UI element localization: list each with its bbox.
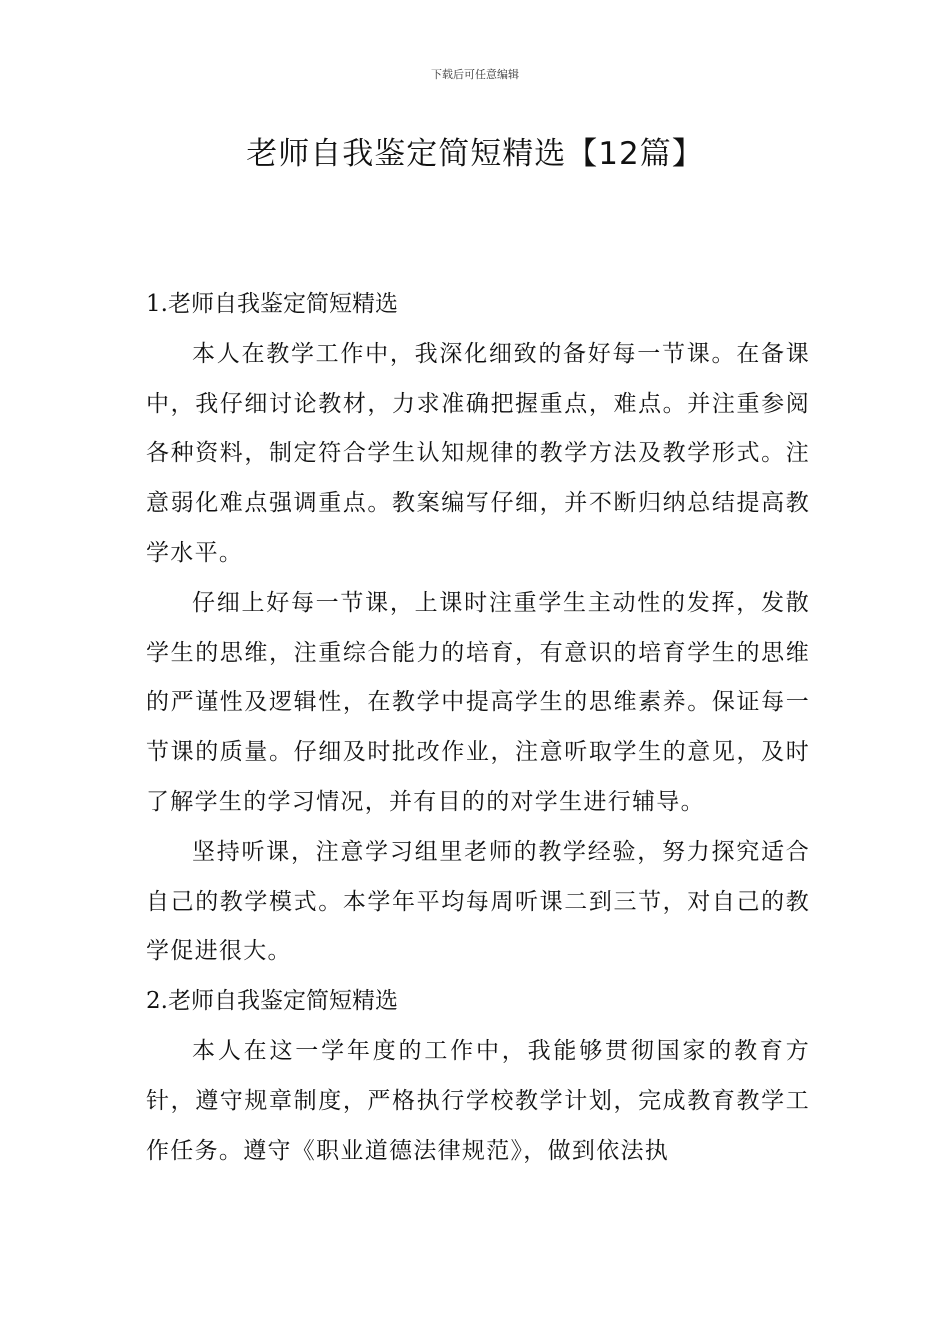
document-body bbox=[146, 280, 810, 1176]
section-1 bbox=[146, 280, 810, 977]
section-heading: 2.老师自我鉴定简短精选 bbox=[146, 988, 398, 1015]
paragraph: 坚持听课，注意学习组里老师的教学经验，努力探究适合自己的教学模式。本学年平均每周听课二到三节，对自己的教学促进很大。 bbox=[146, 838, 810, 965]
section-heading: 1.老师自我鉴定简短精选 bbox=[146, 291, 398, 317]
document-title: 老师自我鉴定简短精选【12篇】 bbox=[246, 136, 704, 172]
section-2 bbox=[146, 977, 810, 1176]
header-note: 下载后可任意编辑 bbox=[431, 68, 519, 81]
paragraph: 本人在这一学年度的工作中，我能够贯彻国家的教育方针，遵守规章制度，严格执行学校教学计划，完成教育教学工作任务。遵守《职业道德法律规范》，做到依法执 bbox=[146, 1037, 810, 1164]
paragraph: 仔细上好每一节课，上课时注重学生主动性的发挥，发散学生的思维，注重综合能力的培育，有意识的培育学生的思维的严谨性及逻辑性，在教学中提高学生的思维素养。保证每一节课的质量。仔细及时批改作业，注意听取学生的意见，及时了解学生的学习情况，并有目的的对学生进行辅导。 bbox=[146, 589, 810, 815]
paragraph: 本人在教学工作中，我深化细致的备好每一节课。在备课中，我仔细讨论教材，力求准确把握重点，难点。并注重参阅各种资料，制定符合学生认知规律的教学方法及教学形式。注意弱化难点强调重点。教案编写仔细，并不断归纳总结提高教学水平。 bbox=[146, 340, 810, 566]
